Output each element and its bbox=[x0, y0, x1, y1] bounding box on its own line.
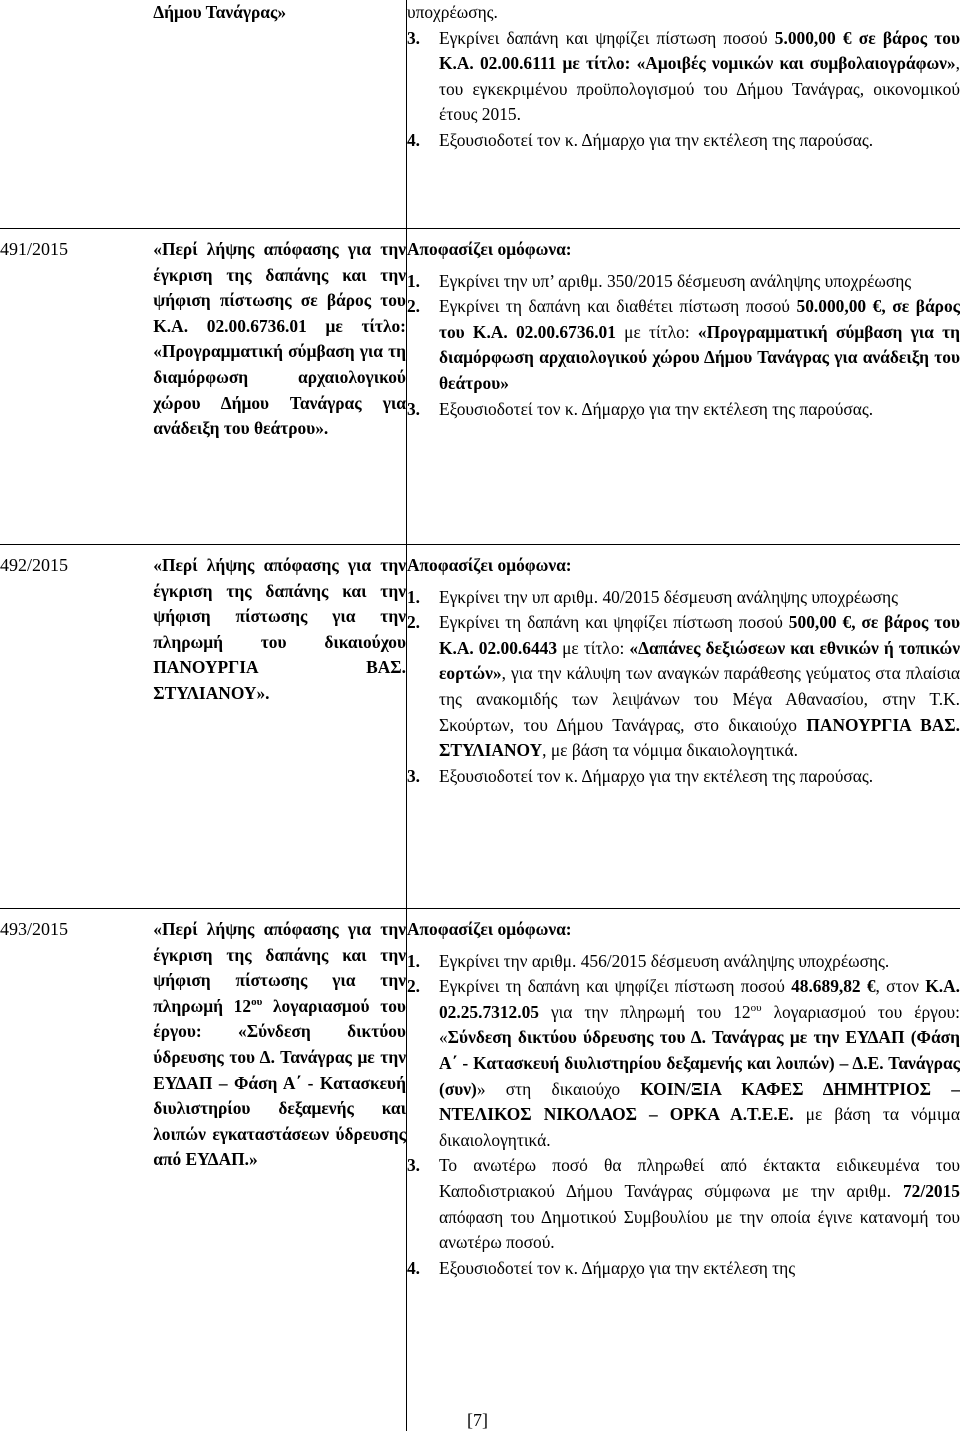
decision-items bbox=[407, 949, 960, 1282]
table-row bbox=[0, 545, 960, 909]
decision-subject: «Περί λήψης απόφασης για την έγκριση της δαπάνης και την ψήφιση πίστωσης σε βάρος του Κ.Α. 02.00.6736.01 με τίτλο: «Προγραμματική σύμβαση για τη διαμόρφωση αρχαιολογικού χώρου Δήμου Τανάγρας για ανάδειξη του θεάτρου». bbox=[153, 239, 406, 439]
list-item: 2. Εγκρίνει τη δαπάνη και ψηφίζει πίστωση ποσού 48.689,82 €, στον Κ.Α. 02.25.7312.05 για την πληρωμή του $12^{o\upsilon}$ λογαριασμού του έργου: «Σύνδεση δικτύου ύδρευσης του Δ. Τανάγρας με την ΕΥΔΑΠ (Φάση Α΄ - Κατασκευή διυλιστηρίου δεξαμενής και λοιπών) – Δ.Ε. Τανάγρας (συν)» στη δικαιούχο ΚΟΙΝ/ΞΙΑ ΚΑΦΕΣ ΔΗΜΗΤΡΙΟΣ – ΝΤΕΛΙΚΟΣ ΝΙΚΟΛΑΟΣ – ΟΡΚΑ Α.Τ.Ε.Ε. με βάση τα νόμιμα δικαιολογητικά. bbox=[406, 976, 960, 1150]
list-item: 4. Εξουσιοδοτεί τον κ. Δήμαρχο για την εκτέλεση της bbox=[406, 1257, 796, 1278]
table-row bbox=[0, 909, 960, 1432]
decision-subject: «Περί λήψης απόφασης για την έγκριση της δαπάνης και την ψήφιση πίστωσης για την πληρωμή $12^{o\upsilon}$ λογαριασμού του έργου: «Σύνδεση δικτύου ύδρευσης του Δ. Τανάγρας με την ΕΥΔΑΠ – Φάση Α΄ - Κατασκευή διυλιστηρίου δεξαμενής και λοιπών εγκαταστάσεων ύδρευσης από ΕΥΔΑΠ.» bbox=[153, 919, 406, 1170]
decision-items bbox=[407, 26, 960, 154]
table-row bbox=[0, 229, 960, 545]
decision-body bbox=[406, 229, 960, 545]
decision-body bbox=[406, 545, 960, 909]
table-row bbox=[0, 0, 960, 229]
continuation-line: υποχρέωσης. bbox=[406, 2, 498, 22]
list-item: 3. Το ανωτέρω ποσό θα πληρωθεί από έκτακτα ειδικευμένα του Καποδιστριακού Δήμου Τανάγρας σύμφωνα με την αριθμ. 72/2015 απόφαση του Δημοτικού Συμβουλίου με την οποία έγινε κατανομή του ανωτέρω ποσού. bbox=[406, 1155, 960, 1253]
decision-items bbox=[407, 269, 960, 423]
decision-header: Αποφασίζει ομόφωνα: bbox=[406, 555, 572, 575]
list-item: 1. Εγκρίνει την υπ αριθμ. 40/2015 δέσμευση ανάληψης υποχρέωσης bbox=[406, 586, 898, 607]
list-item: 1. Εγκρίνει την αριθμ. 456/2015 δέσμευση ανάληψης υποχρέωσης. bbox=[406, 950, 890, 971]
decision-subject: Δήμου Τανάγρας» bbox=[153, 2, 287, 22]
decision-number: 492/2015 bbox=[0, 555, 69, 575]
decision-items bbox=[407, 585, 960, 790]
list-item: 3. Εγκρίνει δαπάνη και ψηφίζει πίστωση ποσού 5.000,00 € σε βάρος του Κ.Α. 02.00.6111 με τίτλο: «Αμοιβές νομικών και συμβολαιογράφων», του εγκεκριμένου προϋπολογισμού του Δήμου Τανάγρας, οικονομικού έτους 2015. bbox=[406, 27, 960, 125]
decision-number: 493/2015 bbox=[0, 919, 69, 939]
list-item: 4. Εξουσιοδοτεί τον κ. Δήμαρχο για την εκτέλεση της παρούσας. bbox=[406, 129, 874, 150]
decision-header: Αποφασίζει ομόφωνα: bbox=[406, 239, 572, 259]
decision-body bbox=[406, 0, 960, 229]
list-item: 1. Εγκρίνει την υπ’ αριθμ. 350/2015 δέσμευση ανάληψης υποχρέωσης bbox=[406, 270, 912, 291]
decision-subject: «Περί λήψης απόφασης για την έγκριση της δαπάνης και την ψήφιση πίστωσης για την πληρωμή του δικαιούχου ΠΑΝΟΥΡΓΙΑ ΒΑΣ. ΣΤΥΛΙΑΝΟΥ». bbox=[153, 555, 406, 703]
list-item: 3. Εξουσιοδοτεί τον κ. Δήμαρχο για την εκτέλεση της παρούσας. bbox=[406, 765, 874, 786]
list-item: 2. Εγκρίνει τη δαπάνη και ψηφίζει πίστωση ποσού 500,00 €, σε βάρος του Κ.Α. 02.00.6443 με τίτλο: «Δαπάνες δεξιώσεων και εθνικών ή τοπικών εορτών», για την κάλυψη των αναγκών παράθεσης γεύματος στα πλαίσια της ανακομιδής των λειψάνων του Μέγα Αθανασίου, στην Τ.Κ. Σκούρτων, του Δήμου Τανάγρας, στο δικαιούχο ΠΑΝΟΥΡΓΙΑ ΒΑΣ. ΣΤΥΛΙΑΝΟΥ, με βάση τα νόμιμα δικαιολογητικά. bbox=[406, 612, 960, 761]
decision-header: Αποφασίζει ομόφωνα: bbox=[406, 919, 572, 939]
list-item: 2. Εγκρίνει τη δαπάνη και διαθέτει πίστωση ποσού 50.000,00 €, σε βάρος του Κ.Α. 02.00.6736.01 με τίτλο: «Προγραμματική σύμβαση για τη διαμόρφωση αρχαιολογικού χώρου Δήμου Τανάγρας για ανάδειξη του θεάτρου» bbox=[406, 296, 960, 393]
list-item: 3. Εξουσιοδοτεί τον κ. Δήμαρχο για την εκτέλεση της παρούσας. bbox=[406, 398, 874, 419]
decision-body bbox=[406, 909, 960, 1432]
page-number: [7] bbox=[467, 1410, 488, 1430]
decision-number: 491/2015 bbox=[0, 239, 69, 259]
